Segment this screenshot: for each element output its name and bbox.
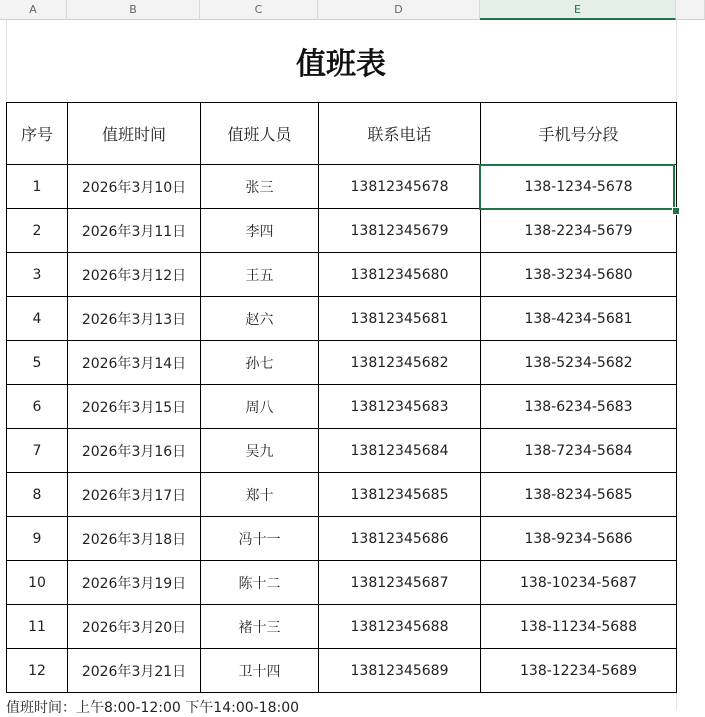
table-row: [7, 253, 677, 297]
index-cell[interactable]: 2: [7, 209, 68, 253]
phone-cell[interactable]: 13812345687: [319, 561, 481, 605]
person-cell[interactable]: 吴九: [201, 429, 319, 473]
phone-cell[interactable]: 13812345686: [319, 517, 481, 561]
table-row: [7, 209, 677, 253]
index-cell[interactable]: 4: [7, 297, 68, 341]
person-cell[interactable]: 郑十: [201, 473, 319, 517]
header-cell-date[interactable]: 值班时间: [68, 103, 201, 165]
phone-segmented-cell[interactable]: 138-10234-5687: [481, 561, 677, 605]
phone-segmented-cell[interactable]: 138-8234-5685: [481, 473, 677, 517]
index-cell[interactable]: 11: [7, 605, 68, 649]
phone-segmented-cell[interactable]: 138-12234-5689: [481, 649, 677, 693]
phone-segmented-cell[interactable]: 138-6234-5683: [481, 385, 677, 429]
phone-segmented-cell[interactable]: 138-9234-5686: [481, 517, 677, 561]
index-cell[interactable]: 3: [7, 253, 68, 297]
column-header-blank: [676, 0, 705, 20]
phone-segmented-cell[interactable]: 138-3234-5680: [481, 253, 677, 297]
phone-cell[interactable]: 13812345678: [319, 165, 481, 209]
date-cell[interactable]: 2026年3月20日: [68, 605, 201, 649]
index-cell[interactable]: 10: [7, 561, 68, 605]
table-row: [7, 605, 677, 649]
column-header-c[interactable]: C: [200, 0, 318, 20]
sheet-title[interactable]: 值班表: [296, 47, 386, 82]
date-cell[interactable]: 2026年3月15日: [68, 385, 201, 429]
column-header-e[interactable]: E: [480, 0, 676, 20]
table-header-row: [7, 103, 677, 165]
phone-cell[interactable]: 13812345683: [319, 385, 481, 429]
table-row: [7, 429, 677, 473]
person-cell[interactable]: 李四: [201, 209, 319, 253]
index-cell[interactable]: 6: [7, 385, 68, 429]
person-cell[interactable]: 卫十四: [201, 649, 319, 693]
duty-table: [6, 102, 677, 693]
header-cell-phone-segmented[interactable]: 手机号分段: [481, 103, 677, 165]
index-cell[interactable]: 1: [7, 165, 68, 209]
date-cell[interactable]: 2026年3月13日: [68, 297, 201, 341]
index-cell[interactable]: 7: [7, 429, 68, 473]
table-row: [7, 561, 677, 605]
phone-cell[interactable]: 13812345680: [319, 253, 481, 297]
phone-cell[interactable]: 13812345689: [319, 649, 481, 693]
index-cell[interactable]: 5: [7, 341, 68, 385]
phone-segmented-cell[interactable]: 138-7234-5684: [481, 429, 677, 473]
phone-cell[interactable]: 13812345688: [319, 605, 481, 649]
person-cell[interactable]: 张三: [201, 165, 319, 209]
person-cell[interactable]: 陈十二: [201, 561, 319, 605]
table-row: [7, 341, 677, 385]
index-cell[interactable]: 9: [7, 517, 68, 561]
column-header-d[interactable]: D: [318, 0, 480, 20]
phone-segmented-cell[interactable]: 138-11234-5688: [481, 605, 677, 649]
table-row: [7, 165, 677, 209]
table-row: [7, 297, 677, 341]
phone-cell[interactable]: 13812345682: [319, 341, 481, 385]
index-cell[interactable]: 12: [7, 649, 68, 693]
table-row: [7, 649, 677, 693]
date-cell[interactable]: 2026年3月16日: [68, 429, 201, 473]
index-cell[interactable]: 8: [7, 473, 68, 517]
date-cell[interactable]: 2026年3月14日: [68, 341, 201, 385]
fill-handle[interactable]: [672, 207, 680, 215]
phone-segmented-cell[interactable]: 138-1234-5678: [481, 165, 677, 209]
date-cell[interactable]: 2026年3月11日: [68, 209, 201, 253]
table-row: [7, 517, 677, 561]
column-header-a[interactable]: A: [0, 0, 67, 20]
date-cell[interactable]: 2026年3月12日: [68, 253, 201, 297]
person-cell[interactable]: 周八: [201, 385, 319, 429]
table-row: [7, 385, 677, 429]
phone-cell[interactable]: 13812345684: [319, 429, 481, 473]
column-header-b[interactable]: B: [67, 0, 200, 20]
person-cell[interactable]: 孙七: [201, 341, 319, 385]
person-cell[interactable]: 赵六: [201, 297, 319, 341]
date-cell[interactable]: 2026年3月19日: [68, 561, 201, 605]
phone-cell[interactable]: 13812345679: [319, 209, 481, 253]
phone-cell[interactable]: 13812345681: [319, 297, 481, 341]
header-cell-index[interactable]: 序号: [7, 103, 68, 165]
phone-segmented-cell[interactable]: 138-4234-5681: [481, 297, 677, 341]
date-cell[interactable]: 2026年3月10日: [68, 165, 201, 209]
date-cell[interactable]: 2026年3月21日: [68, 649, 201, 693]
phone-cell[interactable]: 13812345685: [319, 473, 481, 517]
phone-segmented-cell[interactable]: 138-5234-5682: [481, 341, 677, 385]
date-cell[interactable]: 2026年3月18日: [68, 517, 201, 561]
header-cell-phone[interactable]: 联系电话: [319, 103, 481, 165]
person-cell[interactable]: 冯十一: [201, 517, 319, 561]
person-cell[interactable]: 褚十三: [201, 605, 319, 649]
header-cell-person[interactable]: 值班人员: [201, 103, 319, 165]
person-cell[interactable]: 王五: [201, 253, 319, 297]
phone-segmented-cell[interactable]: 138-2234-5679: [481, 209, 677, 253]
footer-note[interactable]: 值班时间：上午8:00-12:00 下午14:00-18:00: [6, 700, 300, 716]
table-row: [7, 473, 677, 517]
date-cell[interactable]: 2026年3月17日: [68, 473, 201, 517]
